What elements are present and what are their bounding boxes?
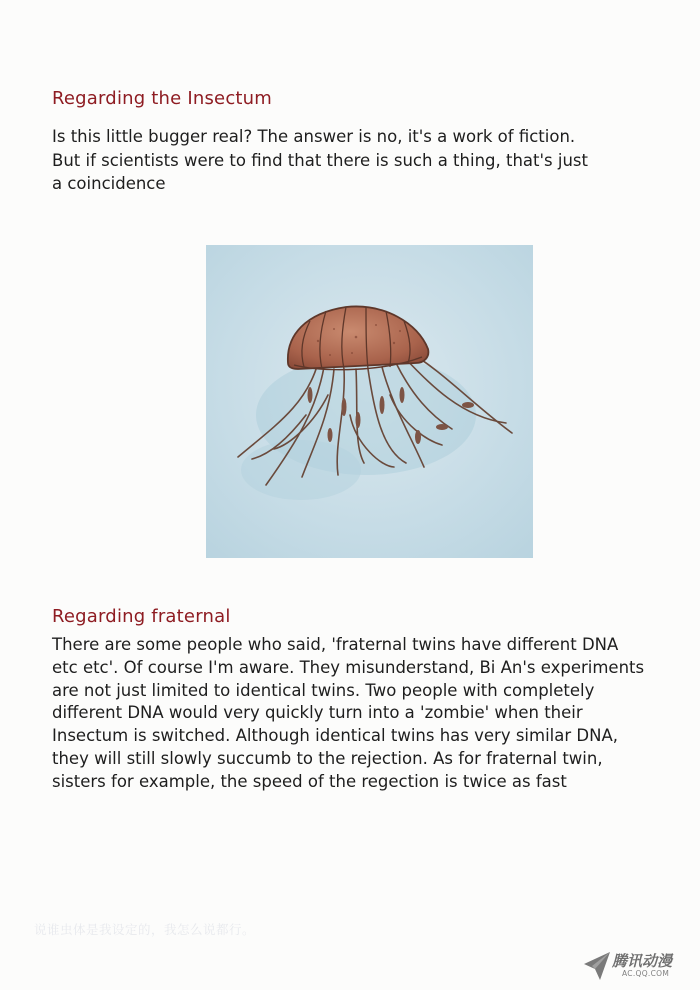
text-line: Is this little bugger real? The answer is no, it's a work of fiction. <box>52 127 576 146</box>
text-line: a coincidence <box>52 174 166 193</box>
text-line: There are some people who said, 'fraternal twins have different DNA <box>52 635 619 654</box>
text-line: sisters for example, the speed of the regection is twice as fast <box>52 771 567 791</box>
text-line: are not just limited to identical twins. Two people with completely <box>52 680 595 700</box>
text-line: they will still slowly succumb to the rejection. As for fraternal twin, <box>52 748 603 768</box>
section-text-insectum <box>52 125 588 196</box>
faint-watermark-text: 说谁虫体是我设定的，我怎么说都行。 <box>34 922 256 937</box>
text-line: But if scientists were to find that there is such a thing, that's just <box>52 150 588 170</box>
section-heading-insectum: Regarding the Insectum <box>52 88 273 109</box>
brand-site: AC.QQ.COM <box>622 969 670 978</box>
text-line: etc etc'. Of course I'm aware. They misunderstand, Bi An's experiments <box>52 657 645 677</box>
tencent-comics-logo[interactable] <box>582 950 700 986</box>
section-text-fraternal <box>52 634 644 794</box>
text-line: different DNA would very quickly turn into a 'zombie' when their <box>52 703 583 723</box>
section-heading-fraternal: Regarding fraternal <box>52 606 231 627</box>
brand-name: 腾讯动漫 <box>612 952 673 970</box>
paper-plane-icon <box>582 950 612 982</box>
insectum-illustration <box>206 245 533 558</box>
text-line: Insectum is switched. Although identical twins has very similar DNA, <box>52 726 618 746</box>
